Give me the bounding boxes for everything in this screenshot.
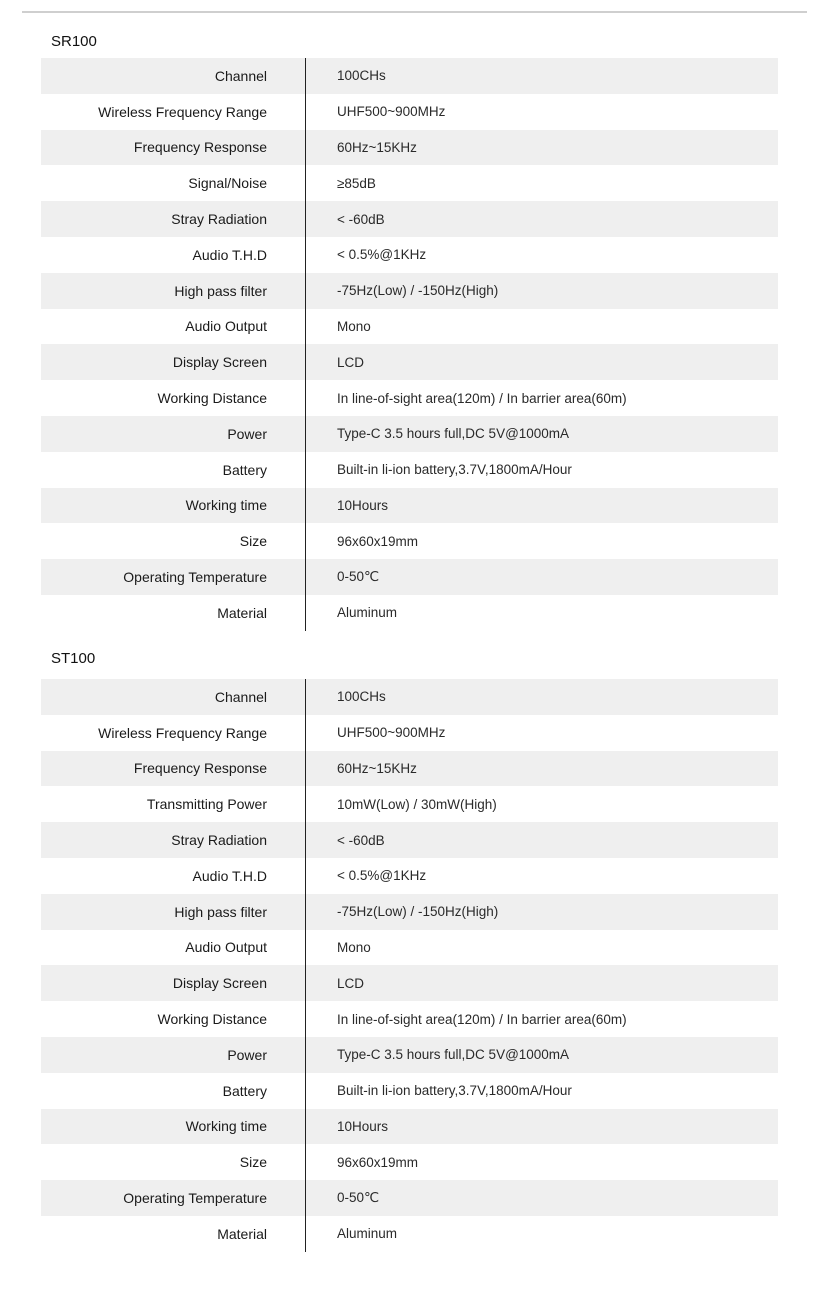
spec-label: Frequency Response (133, 760, 267, 777)
spec-label: Power (227, 425, 267, 442)
spec-label: Signal/Noise (188, 175, 267, 192)
spec-value: 10mW(Low) / 30mW(High) (337, 796, 497, 812)
table-row (41, 165, 778, 201)
spec-value: 96x60x19mm (337, 1154, 419, 1170)
spec-value: In line-of-sight area(120m) / In barrier area(60m) (337, 390, 627, 406)
table-row (41, 1180, 778, 1216)
table-row (41, 1216, 778, 1252)
table-row (41, 452, 778, 488)
spec-value: Aluminum (337, 1226, 398, 1242)
spec-label: Operating Temperature (123, 1190, 267, 1207)
spec-table-st100 (41, 679, 778, 1252)
table-row (41, 416, 778, 452)
spec-label: Audio T.H.D (192, 867, 267, 884)
spec-value: UHF500~900MHz (337, 725, 446, 741)
spec-value: LCD (337, 354, 365, 370)
table-row (41, 1001, 778, 1037)
spec-label: Audio Output (185, 318, 267, 335)
spec-value: 0-50℃ (337, 1190, 380, 1206)
spec-value: Mono (337, 318, 371, 334)
table-row (41, 273, 778, 309)
spec-value: < -60dB (337, 211, 385, 227)
spec-value: < 0.5%@1KHz (337, 247, 427, 263)
table-row (41, 559, 778, 595)
spec-label: Power (227, 1046, 267, 1063)
spec-value: -75Hz(Low) / -150Hz(High) (337, 283, 499, 299)
spec-value: Built-in li-ion battery,3.7V,1800mA/Hour (337, 462, 572, 478)
spec-label: Working Distance (157, 390, 267, 407)
table-row (41, 344, 778, 380)
spec-value: < -60dB (337, 832, 385, 848)
spec-label: Material (217, 604, 267, 621)
spec-value: Type-C 3.5 hours full,DC 5V@1000mA (337, 1047, 570, 1063)
spec-label: Transmitting Power (146, 796, 267, 813)
spec-label: Operating Temperature (123, 569, 267, 586)
table-row (41, 1073, 778, 1109)
spec-value: Built-in li-ion battery,3.7V,1800mA/Hour (337, 1083, 572, 1099)
spec-value: 100CHs (337, 68, 386, 84)
table-row (41, 1037, 778, 1073)
section-title-st100: ST100 (51, 650, 96, 667)
spec-value: 100CHs (337, 689, 386, 705)
table-row (41, 786, 778, 822)
table-row (41, 822, 778, 858)
spec-value: 60Hz~15KHz (337, 139, 417, 155)
table-row (41, 858, 778, 894)
table-row (41, 309, 778, 345)
spec-value: 10Hours (337, 1118, 389, 1134)
spec-label: Audio T.H.D (192, 246, 267, 263)
spec-label: Display Screen (172, 354, 267, 371)
spec-label: Channel (214, 688, 267, 705)
spec-label: High pass filter (174, 282, 267, 299)
spec-value: Type-C 3.5 hours full,DC 5V@1000mA (337, 426, 570, 442)
spec-value: 10Hours (337, 497, 389, 513)
table-row (41, 1144, 778, 1180)
table-row (41, 380, 778, 416)
spec-value: Mono (337, 939, 371, 955)
spec-label: Working time (185, 497, 267, 514)
spec-label: Size (239, 533, 267, 550)
top-divider-line (22, 11, 807, 13)
table-row (41, 1109, 778, 1145)
section-title-sr100: SR100 (51, 33, 97, 50)
spec-label: Channel (214, 67, 267, 84)
spec-label: Display Screen (172, 975, 267, 992)
spec-label: Size (239, 1154, 267, 1171)
spec-value: In line-of-sight area(120m) / In barrier area(60m) (337, 1011, 627, 1027)
spec-label: Working Distance (157, 1011, 267, 1028)
spec-value: 60Hz~15KHz (337, 760, 417, 776)
spec-label: Audio Output (185, 939, 267, 956)
spec-table-sr100 (41, 58, 778, 631)
table-row (41, 679, 778, 715)
table-row (41, 237, 778, 273)
table-row (41, 130, 778, 166)
spec-label: Stray Radiation (171, 832, 267, 849)
table-row (41, 715, 778, 751)
spec-value: ≥85dB (337, 175, 376, 191)
table-row (41, 965, 778, 1001)
table-row (41, 523, 778, 559)
column-divider (305, 58, 306, 631)
spec-label: Wireless Frequency Range (98, 103, 267, 120)
table-row (41, 201, 778, 237)
table-row (41, 595, 778, 631)
spec-value: -75Hz(Low) / -150Hz(High) (337, 904, 499, 920)
table-row (41, 930, 778, 966)
spec-value: UHF500~900MHz (337, 104, 446, 120)
spec-label: Working time (185, 1118, 267, 1135)
spec-label: Battery (222, 1082, 267, 1099)
spec-label: High pass filter (174, 903, 267, 920)
spec-label: Frequency Response (133, 139, 267, 156)
spec-label: Wireless Frequency Range (98, 724, 267, 741)
spec-label: Battery (222, 461, 267, 478)
table-row (41, 894, 778, 930)
spec-label: Stray Radiation (171, 211, 267, 228)
spec-value: 96x60x19mm (337, 533, 419, 549)
spec-value: 0-50℃ (337, 569, 380, 585)
column-divider (305, 679, 306, 1252)
spec-label: Material (217, 1225, 267, 1242)
table-row (41, 58, 778, 94)
spec-value: LCD (337, 975, 365, 991)
spec-value: Aluminum (337, 605, 398, 621)
table-row (41, 751, 778, 787)
table-row (41, 94, 778, 130)
spec-value: < 0.5%@1KHz (337, 868, 427, 884)
table-row (41, 488, 778, 524)
